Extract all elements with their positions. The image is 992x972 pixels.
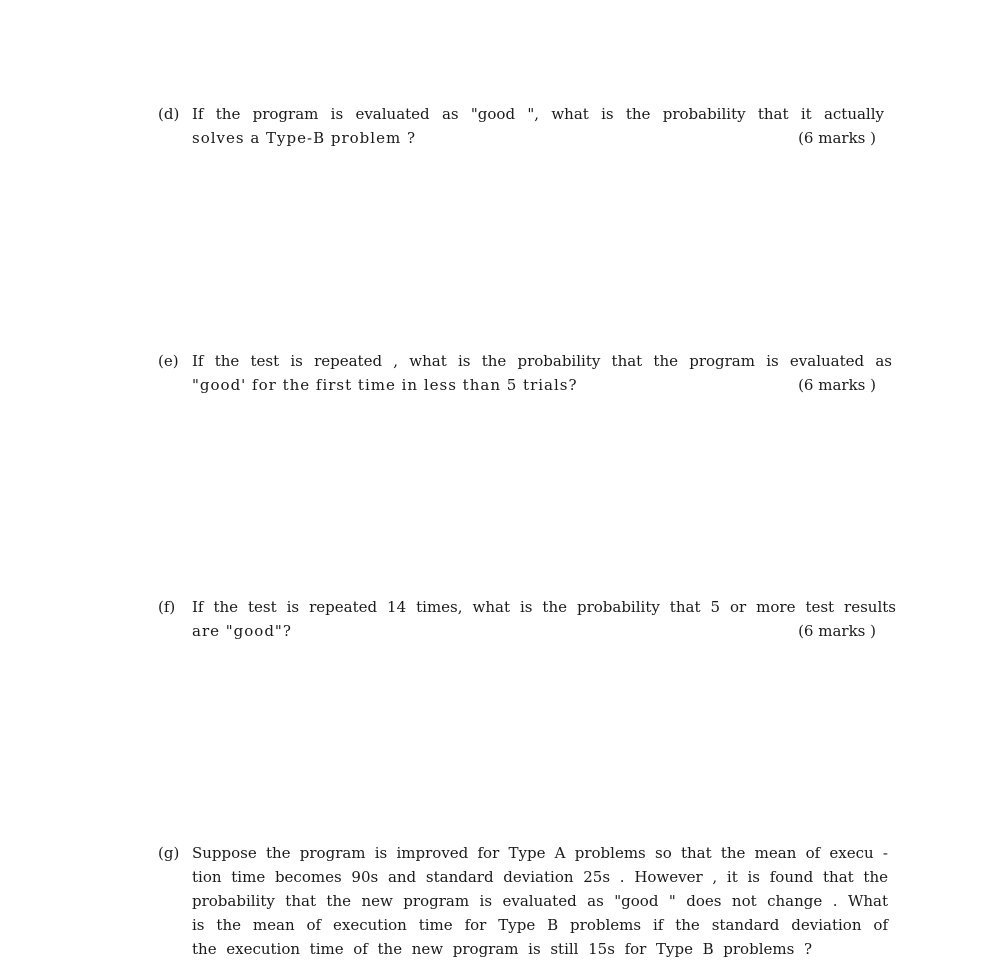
question-e — [158, 349, 896, 397]
question-text: are "good"? — [192, 622, 292, 640]
question-line — [158, 619, 896, 643]
question-g — [158, 841, 896, 961]
question-text: If the program is evaluated as "good ", what is the probability that it actually — [192, 105, 884, 123]
question-text: solves a Type-B problem ? — [192, 129, 416, 147]
marks-label: (6 marks ) — [798, 129, 876, 147]
question-line — [158, 841, 896, 865]
question-text: Suppose the program is improved for Type A problems so that the mean of execu - — [192, 844, 888, 862]
question-line — [158, 126, 896, 150]
question-line — [158, 595, 896, 619]
question-text: If the test is repeated , what is the probability that the program is evaluated as — [192, 352, 892, 370]
question-line — [158, 865, 896, 889]
question-line — [158, 937, 896, 961]
question-text: probability that the new program is evaluated as "good " does not change . What — [192, 892, 888, 910]
question-f — [158, 595, 896, 643]
question-label: (g) — [158, 844, 180, 862]
question-line — [158, 373, 896, 397]
question-text: "good' for the first time in less than 5 trials? — [192, 376, 578, 394]
question-label: (d) — [158, 105, 180, 123]
question-label: (f) — [158, 598, 176, 616]
question-line — [158, 889, 896, 913]
question-text: If the test is repeated 14 times, what is the probability that 5 or more test results — [192, 598, 896, 616]
question-line — [158, 349, 896, 373]
question-label: (e) — [158, 352, 179, 370]
question-text: is the mean of execution time for Type B problems if the standard deviation of — [192, 916, 888, 934]
question-line — [158, 102, 896, 126]
question-line — [158, 913, 896, 937]
marks-label: (6 marks ) — [798, 376, 876, 394]
question-text: the execution time of the new program is still 15s for Type B problems ? — [192, 940, 812, 958]
question-text: tion time becomes 90s and standard deviation 25s . However , it is found that the — [192, 868, 888, 886]
question-d — [158, 102, 896, 150]
marks-label: (6 marks ) — [798, 622, 876, 640]
